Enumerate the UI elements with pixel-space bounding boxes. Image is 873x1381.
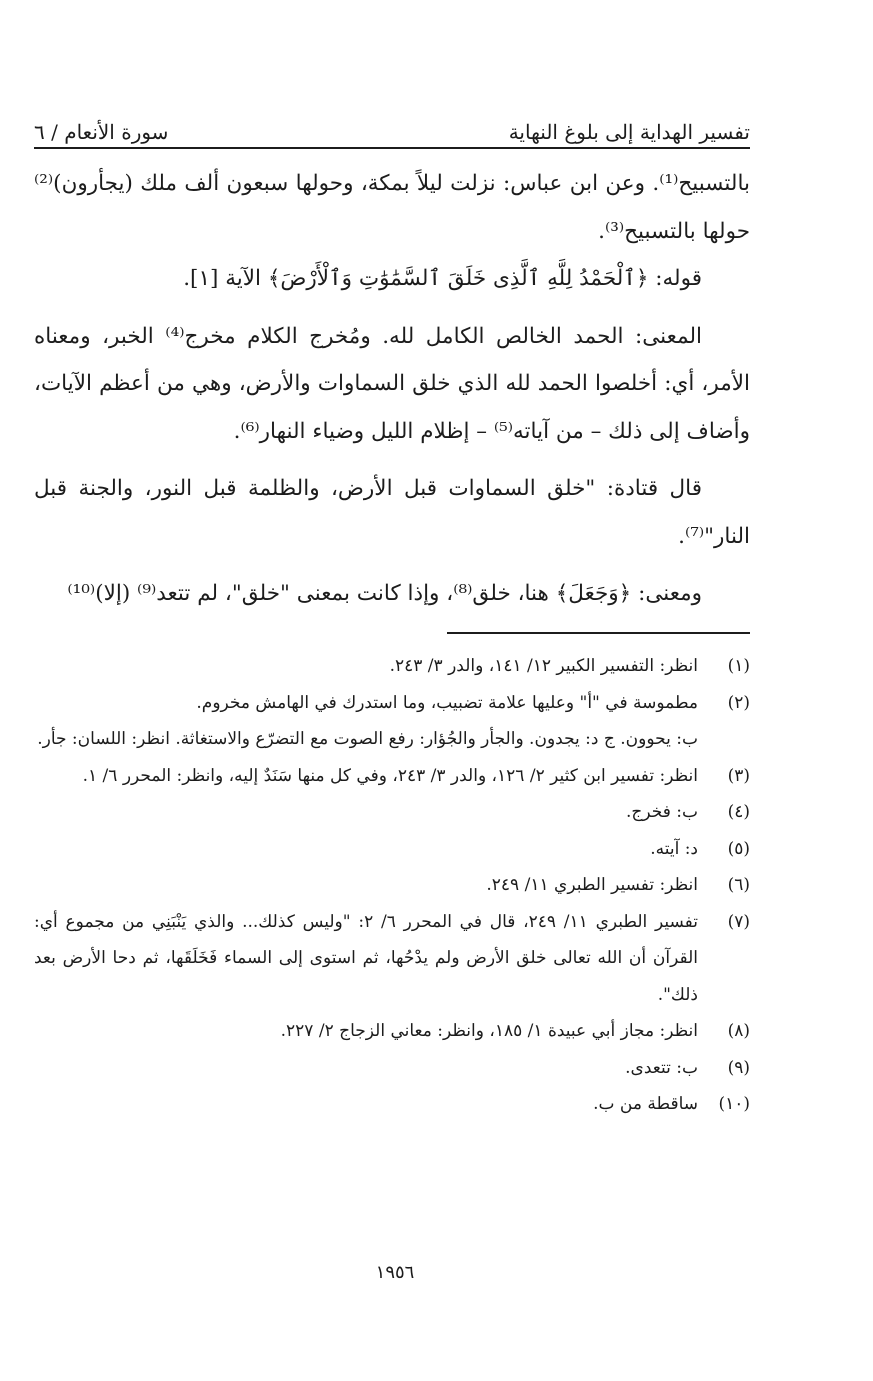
book-title: تفسير الهداية إلى بلوغ النهاية [508, 120, 750, 144]
footnote-number: (٣) [727, 765, 750, 786]
surah-page-label: سورة الأنعام / ٦ [34, 120, 169, 144]
footnote-number: (٢) [727, 692, 750, 713]
footnote-text: انظر: التفسير الكبير ١٢/ ١٤١، والدر ٣/ ٢٤٣. [389, 656, 698, 676]
footnote-text: ب: تتعدى. [625, 1057, 698, 1078]
footnotes [34, 648, 750, 1123]
footnote-10 [34, 1086, 750, 1123]
footnote-6 [34, 867, 750, 904]
footnote-2 [34, 685, 750, 758]
footnote-text: تفسير الطبري ١١/ ٢٤٩، قال في المحرر ٦/ ٢: "وليس كذلك... والذي يَنْبَنِي من مجموع أي: القرآن أن الله تعالى خلق الأرض ولم يدْحُها، ثم استوى إلى السماء فَخَلَقَها، ثم دحا الأرض بعد ذلك". [34, 911, 699, 1005]
footnote-text: د: آيته. [650, 838, 698, 859]
footnote-number: (١٠) [718, 1094, 750, 1114]
paragraph-5: ومعنى: ﴿وَجَعَلَ﴾ هنا، خلق⁽⁸⁾، وإذا كانت بمعنى "خلق"، لم تتعد⁽⁹⁾ (إلا)⁽¹⁰⁾ [67, 581, 702, 606]
footnote-rule [447, 632, 750, 634]
footnote-number: (٨) [727, 1021, 750, 1041]
running-header [34, 100, 750, 144]
footnote-text: ساقطة من ب. [593, 1094, 698, 1114]
paragraph-1: بالتسبيح⁽¹⁾. وعن ابن عباس: نزلت ليلاً بمكة، وحولها سبعون ألف ملك (يجأرون)⁽²⁾ حولها بالتسبيح⁽³⁾. [34, 171, 750, 244]
footnote-7 [34, 904, 750, 1014]
footnote-text: انظر: تفسير ابن كثير ٢/ ١٢٦، والدر ٣/ ٢٤٣، وفي كل منها سَنَدٌ إليه، وانظر: المحرر ٦/ ١. [82, 765, 698, 786]
footnote-text: انظر: مجاز أبي عبيدة ١/ ١٨٥، وانظر: معاني الزجاج ٢/ ٢٢٧. [280, 1021, 698, 1041]
footnote-5 [34, 831, 750, 868]
paragraph-3: المعنى: الحمد الخالص الكامل لله. ومُخرج الكلام مخرج⁽⁴⁾ الخبر، ومعناه الأمر، أي: أخلصوا الحمد لله الذي خلق السماوات والأرض، وهي من أعظم الآيات، وأضاف إلى ذلك – من آياته⁽⁵⁾ – إظلام الليل وضياء النهار⁽⁶⁾. [34, 323, 750, 444]
footnote-number: (٧) [727, 911, 750, 932]
footnote-3 [34, 758, 750, 795]
footnote-4 [34, 794, 750, 831]
paragraph-4: قال قتادة: "خلق السماوات قبل الأرض، والظلمة قبل النور، والجنة قبل النار"⁽⁷⁾. [34, 476, 750, 549]
footnote-number: (٦) [727, 875, 750, 895]
main-text [34, 160, 750, 618]
footnote-text: مطموسة في "أ" وعليها علامة تضبيب، وما استدرك في الهامش مخروم. [196, 692, 698, 713]
footnote-1 [34, 648, 750, 685]
footnote-continuation: ب: يحوون. ج د: يجدون. والجأر والجُؤار: رفع الصوت مع التضرّع والاستغاثة. انظر: اللسان: جأر. [37, 729, 698, 749]
header-rule [34, 147, 750, 149]
page-number: ١٩٥٦ [375, 1262, 415, 1283]
footnote-number: (٥) [727, 838, 750, 859]
footnote-number: (٩) [727, 1057, 750, 1078]
footnote-text: ب: فخرج. [626, 802, 698, 822]
paragraph-2: قوله: ﴿ٱلْحَمْدُ لِلَّهِ ٱلَّذِى خَلَقَ ٱلسَّمَٰوَٰتِ وَٱلْأَرْضَ﴾ الآية [١]. [183, 266, 702, 291]
footnote-9 [34, 1050, 750, 1087]
footnote-8 [34, 1013, 750, 1050]
footnote-text: انظر: تفسير الطبري ١١/ ٢٤٩. [486, 875, 698, 895]
footnote-number: (١) [727, 656, 750, 676]
footnote-number: (٤) [727, 802, 750, 822]
